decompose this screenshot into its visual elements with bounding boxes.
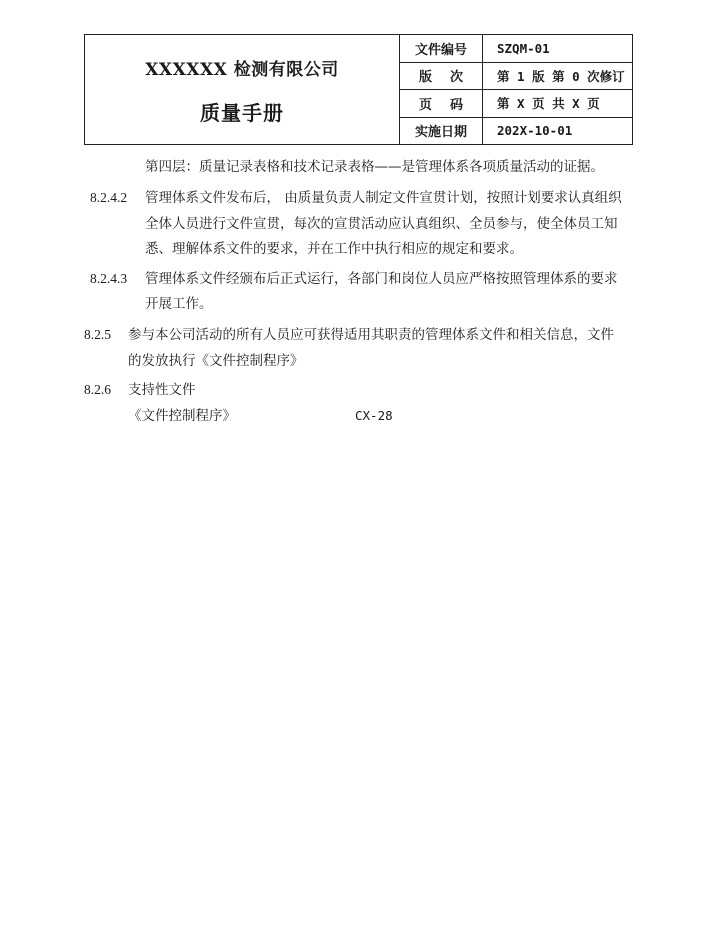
section-8-2-5-number: 8.2.5: [84, 327, 111, 342]
section-8-2-5-line-2: 的发放执行《文件控制程序》: [128, 353, 304, 369]
doc-number-label: 文件编号: [400, 35, 483, 62]
manual-title: 质量手册: [200, 101, 284, 125]
section-8-2-4-2-line-1: 管理体系文件发布后， 由质量负责人制定文件宣贯计划，按照计划要求认真组织: [145, 190, 622, 206]
company-name: XXXXXX 检测有限公司: [145, 60, 339, 80]
section-8-2-6-title: 支持性文件: [128, 382, 196, 398]
supporting-doc-name: 《文件控制程序》: [128, 408, 236, 424]
section-8-2-4-2-number: 8.2.4.2: [90, 190, 128, 205]
layer4-paragraph: 第四层：质量记录表格和技术记录表格——是管理体系各项质量活动的证据。: [145, 159, 604, 175]
doc-number-value: SZQM-01: [497, 40, 550, 56]
edition-label: 版 次: [400, 63, 483, 90]
section-8-2-6-number: 8.2.6: [84, 382, 111, 397]
section-8-2-4-2-line-3: 悉、理解体系文件的要求，并在工作中执行相应的规定和要求。: [145, 241, 523, 257]
section-8-2-5-line-1: 参与本公司活动的所有人员应可获得适用其职责的管理体系文件和相关信息，文件: [128, 327, 614, 343]
supporting-doc-code: CX-28: [355, 408, 393, 423]
page-value: 第 X 页 共 X 页: [497, 96, 600, 112]
section-8-2-4-3-number: 8.2.4.3: [90, 271, 128, 286]
page-label: 页 码: [400, 90, 483, 117]
section-8-2-4-3-line-1: 管理体系文件经颁布后正式运行，各部门和岗位人员应严格按照管理体系的要求: [145, 271, 618, 287]
effective-date-label: 实施日期: [400, 118, 483, 145]
section-8-2-4-3-line-2: 开展工作。: [145, 296, 213, 312]
section-8-2-4-2-line-2: 全体人员进行文件宣贯，每次的宣贯活动应认真组织、全员参与，使全体员工知: [145, 216, 618, 232]
effective-date-value: 202X-10-01: [497, 123, 573, 139]
edition-value: 第 1 版 第 0 次修订: [497, 68, 625, 84]
